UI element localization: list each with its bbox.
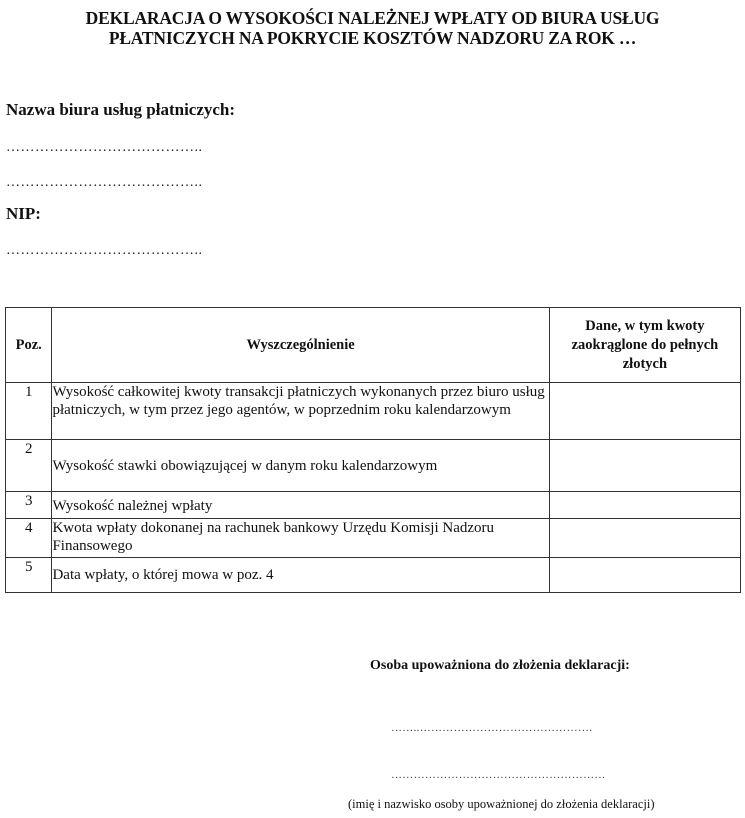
row-pos: 4 bbox=[6, 519, 52, 558]
document-title bbox=[0, 8, 745, 48]
title-line-2: PŁATNICZYCH NA POKRYCIE KOSZTÓW NADZORU ZA ROK … bbox=[108, 28, 637, 48]
signature-caption: (imię i nazwisko osoby upoważnionej do złożenia deklaracji) bbox=[348, 797, 655, 811]
row-description: Wysokość stawki obowiązującej w danym roku kalendarzowym bbox=[52, 440, 549, 492]
table-row bbox=[6, 519, 741, 558]
header-value: Dane, w tym kwoty zaokrąglone do pełnych złotych bbox=[549, 308, 740, 383]
row-description: Data wpłaty, o której mowa w poz. 4 bbox=[52, 558, 549, 593]
nip-label: NIP: bbox=[6, 204, 41, 223]
signature-field-2[interactable]: ………………………………………………… bbox=[391, 769, 606, 781]
row-value-cell[interactable] bbox=[549, 558, 740, 593]
row-pos: 1 bbox=[6, 383, 52, 440]
signature-field-1[interactable]: ……..………………………………………. bbox=[391, 722, 593, 734]
declaration-table bbox=[5, 307, 741, 593]
table-row bbox=[6, 440, 741, 492]
table-header-row bbox=[6, 308, 741, 383]
row-value-cell[interactable] bbox=[549, 492, 740, 519]
table-row bbox=[6, 383, 741, 440]
row-description: Wysokość należnej wpłaty bbox=[52, 492, 549, 519]
nip-field[interactable]: ………………………………….. bbox=[6, 243, 203, 258]
row-value-cell[interactable] bbox=[549, 519, 740, 558]
table-row bbox=[6, 558, 741, 593]
company-name-field-2[interactable]: ………………………………….. bbox=[6, 175, 203, 190]
signature-label: Osoba upoważniona do złożenia deklaracji: bbox=[370, 658, 630, 673]
row-description: Wysokość całkowitej kwoty transakcji płatniczych wykonanych przez biuro usług płatniczych, w tym przez jego agentów, w poprzednim roku kalendarzowym bbox=[52, 383, 549, 440]
row-value-cell[interactable] bbox=[549, 383, 740, 440]
row-value-cell[interactable] bbox=[549, 440, 740, 492]
row-pos: 3 bbox=[6, 492, 52, 519]
company-name-label: Nazwa biura usług płatniczych: bbox=[6, 100, 236, 119]
table-row bbox=[6, 492, 741, 519]
row-pos: 2 bbox=[6, 440, 52, 492]
row-description: Kwota wpłaty dokonanej na rachunek bankowy Urzędu Komisji Nadzoru Finansowego bbox=[52, 519, 549, 558]
header-description: Wyszczególnienie bbox=[52, 308, 549, 383]
company-name-field-1[interactable]: ………………………………….. bbox=[6, 140, 203, 155]
title-line-1: DEKLARACJA O WYSOKOŚCI NALEŻNEJ WPŁATY OD BIURA USŁUG bbox=[85, 8, 660, 28]
row-pos: 5 bbox=[6, 558, 52, 593]
header-pos: Poz. bbox=[6, 308, 52, 383]
